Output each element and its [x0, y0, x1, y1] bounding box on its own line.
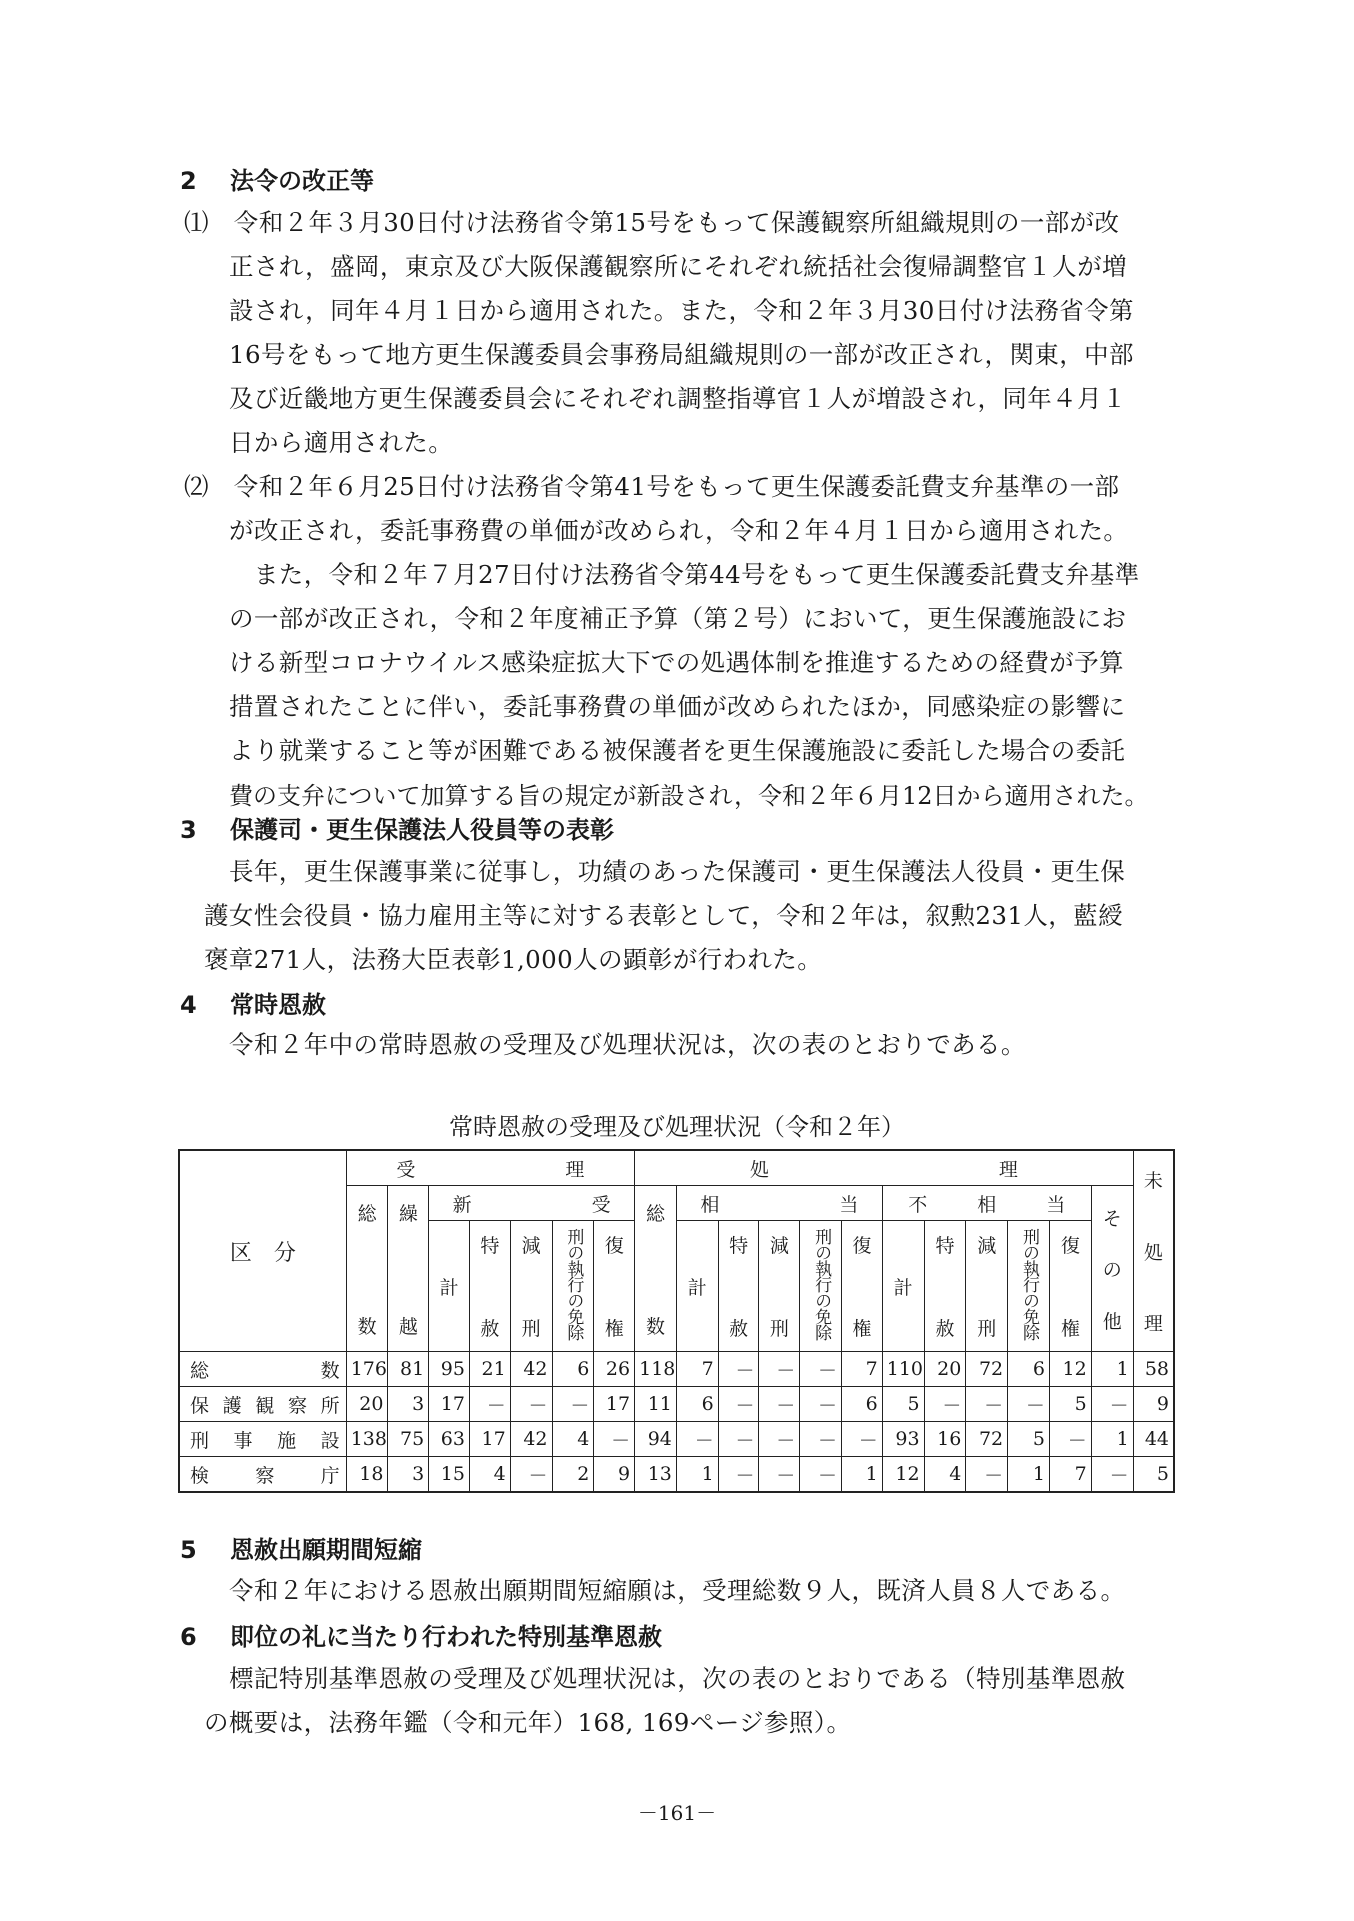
- s2-item2-line5: ける新型コロナウイルス感染症拡大下での処遇体制を推進するための経費が予算: [229, 648, 1124, 677]
- table-cell: －: [718, 1457, 759, 1493]
- s2-item2-line1: ⑵ 令和２年６月25日付け法務省令第41号をもって更生保護委託費支弁基準の一部: [184, 472, 1120, 501]
- table-cell: 9: [594, 1457, 635, 1493]
- table-cell: －: [924, 1387, 966, 1422]
- table-cell: 110: [882, 1352, 924, 1387]
- table-cell: －: [718, 1387, 759, 1422]
- table-cell: 75: [388, 1422, 429, 1457]
- table-cell: 4: [552, 1422, 594, 1457]
- table-cell: 20: [346, 1387, 388, 1422]
- table-row: [179, 1422, 1174, 1457]
- table-cell: 21: [469, 1352, 510, 1387]
- section-5-heading: 5 恩赦出願期間短縮: [180, 1536, 422, 1564]
- table-cell: 7: [842, 1352, 883, 1387]
- header-shinju: 新 受: [429, 1186, 635, 1221]
- table-cell: －: [718, 1422, 759, 1457]
- table-cell: 20: [924, 1352, 966, 1387]
- table-cell: －: [759, 1457, 800, 1493]
- table-row: [179, 1457, 1174, 1493]
- section-4-heading: 4 常時恩赦: [180, 991, 326, 1019]
- table-cell: 7: [1049, 1457, 1091, 1493]
- s6-line2: の概要は，法務年鑑（令和元年）168, 169ページ参照）。: [204, 1708, 852, 1737]
- table-cell: －: [966, 1457, 1008, 1493]
- table-row: [179, 1352, 1174, 1387]
- table-cell: 94: [635, 1422, 677, 1457]
- table-cell: －: [800, 1422, 842, 1457]
- table-cell: －: [676, 1422, 718, 1457]
- table-cell: 7: [676, 1352, 718, 1387]
- header-shori: 処 理: [635, 1150, 1134, 1186]
- s2-item2-line8: 費の支弁について加算する旨の規定が新設され，令和２年６月12日から適用された。: [229, 782, 1149, 810]
- header-shin-genkei: 減 刑: [510, 1221, 552, 1352]
- table-cell: 17: [429, 1387, 470, 1422]
- table-cell: 16: [924, 1422, 966, 1457]
- page-number: －161－: [637, 1801, 717, 1825]
- header-so-tokusha: 特 赦: [718, 1221, 759, 1352]
- table-caption: 常時恩赦の受理及び処理状況（令和２年）: [449, 1113, 905, 1141]
- s2-item1-line3: 設され，同年４月１日から適用された。また，令和２年３月30日付け法務省令第: [229, 296, 1134, 325]
- table-cell: 5: [1133, 1457, 1174, 1493]
- s3-line3: 褒章271人，法務大臣表彰1,000人の顕彰が行われた。: [204, 945, 823, 974]
- header-fu-genkei: 減 刑: [966, 1221, 1008, 1352]
- row-label: 検 察 庁: [179, 1457, 346, 1493]
- table-cell: 1: [676, 1457, 718, 1493]
- header-so-fukken: 復 権: [842, 1221, 883, 1352]
- table-cell: －: [594, 1422, 635, 1457]
- table-cell: －: [759, 1352, 800, 1387]
- table-cell: 12: [882, 1457, 924, 1493]
- s3-line1: 長年，更生保護事業に従事し，功績のあった保護司・更生保護法人役員・更生保: [229, 857, 1126, 886]
- table-cell: 6: [676, 1387, 718, 1422]
- table-cell: 3: [388, 1387, 429, 1422]
- table-cell: －: [1008, 1387, 1050, 1422]
- table-cell: －: [759, 1387, 800, 1422]
- table-cell: 58: [1133, 1352, 1174, 1387]
- s6-line1: 標記特別基準恩赦の受理及び処理状況は，次の表のとおりである（特別基準恩赦: [229, 1664, 1126, 1693]
- s2-item2-line3: また，令和２年７月27日付け法務省令第44号をもって更生保護委託費支弁基準: [229, 560, 1140, 589]
- header-shin-menjo: 刑の執行の免除: [552, 1221, 594, 1352]
- row-label: 保護観察所: [179, 1387, 346, 1422]
- table-cell: 26: [594, 1352, 635, 1387]
- table-cell: 6: [842, 1387, 883, 1422]
- table-cell: 9: [1133, 1387, 1174, 1422]
- table-cell: －: [1049, 1422, 1091, 1457]
- header-mishori: 未 処 理: [1133, 1150, 1174, 1352]
- s2-item1-line2: 正され，盛岡，東京及び大阪保護観察所にそれぞれ統括社会復帰調整官１人が増: [229, 252, 1127, 281]
- table-cell: 42: [510, 1422, 552, 1457]
- table-cell: 81: [388, 1352, 429, 1387]
- header-shin-tokusha: 特 赦: [469, 1221, 510, 1352]
- table-cell: 18: [346, 1457, 388, 1493]
- table-cell: 138: [346, 1422, 388, 1457]
- header-shori-sousu: 総 数: [635, 1186, 677, 1352]
- table-cell: 72: [966, 1352, 1008, 1387]
- table-cell: －: [718, 1352, 759, 1387]
- table-cell: 2: [552, 1457, 594, 1493]
- table-cell: 1: [1091, 1422, 1133, 1457]
- table-cell: 44: [1133, 1422, 1174, 1457]
- table-cell: 4: [469, 1457, 510, 1493]
- s2-item2-line4: の一部が改正され，令和２年度補正予算（第２号）において，更生保護施設にお: [229, 604, 1127, 633]
- table-cell: 6: [1008, 1352, 1050, 1387]
- header-kubun: 区 分: [179, 1150, 346, 1352]
- s2-item1-line6: 日から適用された。: [229, 428, 454, 457]
- section-3-heading: 3 保護司・更生保護法人役員等の表彰: [180, 816, 614, 844]
- table-cell: 72: [966, 1422, 1008, 1457]
- s2-item1-line4: 16号をもって地方更生保護委員会事務局組織規則の一部が改正され，関東，中部: [229, 340, 1134, 369]
- table-cell: －: [842, 1422, 883, 1457]
- header-so-menjo: 刑の執行の免除: [800, 1221, 842, 1352]
- table-cell: －: [966, 1387, 1008, 1422]
- s5-line1: 令和２年における恩赦出願期間短縮願は，受理総数９人，既済人員８人である。: [229, 1576, 1126, 1605]
- table-cell: 4: [924, 1457, 966, 1493]
- table-cell: 95: [429, 1352, 470, 1387]
- table-cell: －: [552, 1387, 594, 1422]
- header-soto: 相 当: [676, 1186, 882, 1221]
- header-so-genkei: 減 刑: [759, 1221, 800, 1352]
- table-cell: 63: [429, 1422, 470, 1457]
- s3-line2: 護女性会役員・協力雇用主等に対する表彰として，令和２年は，叙勲231人，藍綬: [204, 901, 1123, 930]
- table-cell: 42: [510, 1352, 552, 1387]
- header-fu-fukken: 復 権: [1049, 1221, 1091, 1352]
- table-row: [179, 1387, 1174, 1422]
- table-cell: 118: [635, 1352, 677, 1387]
- section-6-heading: 6 即位の礼に当たり行われた特別基準恩赦: [180, 1623, 662, 1651]
- table-cell: －: [1091, 1457, 1133, 1493]
- s4-line1: 令和２年中の常時恩赦の受理及び処理状況は，次の表のとおりである。: [229, 1030, 1026, 1059]
- table-cell: －: [469, 1387, 510, 1422]
- header-so-kei: 計: [676, 1221, 718, 1352]
- s2-item1-line5: 及び近畿地方更生保護委員会にそれぞれ調整指導官１人が増設され，同年４月１: [229, 384, 1127, 413]
- s2-item2-line6: 措置されたことに伴い，委託事務費の単価が改められたほか，同感染症の影響に: [229, 692, 1126, 721]
- table-cell: 17: [469, 1422, 510, 1457]
- header-fu-menjo: 刑の執行の免除: [1008, 1221, 1050, 1352]
- table-cell: 1: [842, 1457, 883, 1493]
- header-juri: 受 理: [346, 1150, 634, 1186]
- header-kurikoshi: 繰 越: [388, 1186, 429, 1352]
- table-cell: 3: [388, 1457, 429, 1493]
- table-cell: 1: [1008, 1457, 1050, 1493]
- table-cell: 6: [552, 1352, 594, 1387]
- table-cell: －: [800, 1387, 842, 1422]
- table-cell: 17: [594, 1387, 635, 1422]
- section-2-heading: 2 法令の改正等: [180, 167, 374, 195]
- header-fu-kei: 計: [882, 1221, 924, 1352]
- table-cell: －: [759, 1422, 800, 1457]
- table-cell: 13: [635, 1457, 677, 1493]
- pardon-table: [178, 1149, 1175, 1493]
- table-cell: 11: [635, 1387, 677, 1422]
- row-label: 総 数: [179, 1352, 346, 1387]
- table-cell: 93: [882, 1422, 924, 1457]
- header-fusoto: 不 相 当: [882, 1186, 1091, 1221]
- table-cell: 15: [429, 1457, 470, 1493]
- s2-item2-line7: より就業すること等が困難である被保護者を更生保護施設に委託した場合の委託: [229, 736, 1126, 765]
- table-cell: －: [510, 1457, 552, 1493]
- header-shin-fukken: 復 権: [594, 1221, 635, 1352]
- s2-item2-line2: が改正され，委託事務費の単価が改められ，令和２年４月１日から適用された。: [229, 516, 1129, 545]
- table-cell: －: [510, 1387, 552, 1422]
- table-cell: 5: [1049, 1387, 1091, 1422]
- header-shin-kei: 計: [429, 1221, 470, 1352]
- table-cell: －: [800, 1457, 842, 1493]
- header-fu-tokusha: 特 赦: [924, 1221, 966, 1352]
- row-label: 刑事施設: [179, 1422, 346, 1457]
- s2-item1-line1: ⑴ 令和２年３月30日付け法務省令第15号をもって保護観察所組織規則の一部が改: [184, 208, 1120, 237]
- table-cell: －: [800, 1352, 842, 1387]
- table-cell: －: [1091, 1387, 1133, 1422]
- table-cell: 176: [346, 1352, 388, 1387]
- table-cell: 5: [882, 1387, 924, 1422]
- header-juri-sousu: 総 数: [346, 1186, 388, 1352]
- table-cell: 1: [1091, 1352, 1133, 1387]
- table-cell: 5: [1008, 1422, 1050, 1457]
- table-cell: 12: [1049, 1352, 1091, 1387]
- header-sonota: そ の 他: [1091, 1186, 1133, 1352]
